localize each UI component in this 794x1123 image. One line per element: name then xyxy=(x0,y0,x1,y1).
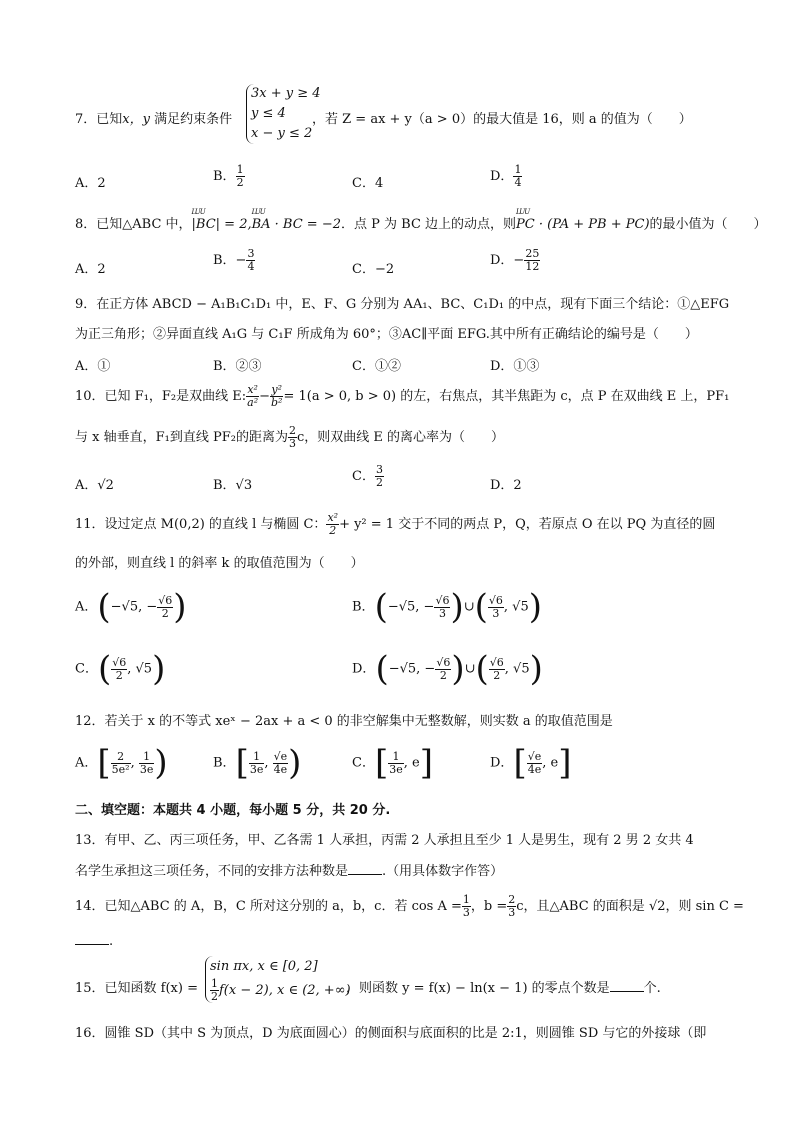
q9-line-2: 为正三角形；②异面直线 A₁G 与 C₁F 所成角为 60°；③AC∥平面 EFG.其中所有正确结论的编号是（ ） xyxy=(75,327,698,342)
q15-tail: ，则函数 y = f(x) − ln(x − 1) 的零点个数是 个. xyxy=(346,981,661,996)
q7-option-b: B． $\frac{1}{2}$ xyxy=(213,163,244,189)
q10-line-1: 10．已知 F₁，F₂是双曲线 E: $\frac{\text{x²}}{\text{a²}}$ − $\frac{\text{y²}}{\text{b²}}$ = 1(a > 0, b > 0) 的左，右焦点，其半焦距为 c，点 P 在双曲线 E 上，PF₁ xyxy=(75,383,730,409)
q14-line: 14．已知△ABC 的 A，B，C 所对这分别的 a，b，c．若 cos A = $\frac{1}{3}$ ，b = $\frac{2}{3}$ c，且△ABC 的面积是 √2，则 sin C = xyxy=(75,893,744,919)
q15-answer-blank[interactable] xyxy=(610,979,644,992)
q14-answer-line: . xyxy=(75,932,113,949)
q9-option-a: A．① xyxy=(75,359,111,374)
q16-line: 16．圆锥 SD（其中 S 为顶点，D 为底面圆心）的侧面积与底面积的比是 2:1，则圆锥 SD 与它的外接球（即 xyxy=(75,1026,707,1041)
q7-tail: ，若 Z = ax + y（a > 0）的最大值是 16，则 a 的值为（ ） xyxy=(312,112,692,127)
q10-option-a: A．√2 xyxy=(75,478,114,493)
q11-line-1: 11．设过定点 M(0,2) 的直线 l 与椭圆 C： $\frac{\text{x²}}{2}$ + y² = 1 交于不同的两点 P，Q，若原点 O 在以 PQ 为直径的圆 xyxy=(75,511,716,537)
q7-constraint-1: 3x + y ≥ 4 xyxy=(251,86,321,101)
q10-line-2: 与 x 轴垂直，F₁到直线 PF₂的距离为 $\frac{2}{3}$ c，则双曲线 E 的离心率为（ ） xyxy=(75,424,504,450)
q13-line-1: 13．有甲、乙、丙三项任务，甲、乙各需 1 人承担，丙需 2 人承担且至少 1 人是男生，现有 2 男 2 女共 4 xyxy=(75,833,694,848)
q11-option-b: B．(−√5, − $\frac{√6}{3}$ )∪( $\frac{√6}{3}$ , √5) xyxy=(352,587,542,627)
q10-option-b: B．√3 xyxy=(213,478,253,493)
q9-line-1: 9．在正方体 ABCD − A₁B₁C₁D₁ 中，E、F、G 分别为 AA₁、BC、C₁D₁ 的中点，现有下面三个结论：①△EFG xyxy=(75,297,730,312)
q12-option-d: D．[ $\frac{√e}{4e}$ , e] xyxy=(490,743,572,783)
q14-answer-blank[interactable] xyxy=(75,932,109,945)
q10-option-c: C． $\frac{3}{2}$ xyxy=(352,463,383,489)
q15-piecewise xyxy=(205,956,351,1003)
q7-option-c: C．4 xyxy=(352,176,384,191)
q10-option-d: D．2 xyxy=(490,478,522,493)
q9-option-c: C．①② xyxy=(352,359,401,374)
q15-lead: 15．已知函数 f(x) = xyxy=(75,981,198,996)
q13-line-2: 名学生承担这三项任务，不同的安排方法种数是 .（用具体数字作答） xyxy=(75,864,504,879)
q7-text: 7．已知x，y 满足约束条件 xyxy=(75,112,233,127)
q11-line-2: 的外部，则直线 l 的斜率 k 的取值范围为（ ） xyxy=(75,556,364,571)
q13-answer-blank[interactable] xyxy=(348,862,382,875)
q9-option-b: B．②③ xyxy=(213,359,262,374)
q8-option-c: C．−2 xyxy=(352,262,395,277)
q12-option-b: B．[ $\frac{1}{3e}$ , $\frac{√e}{4e}$ ) xyxy=(213,743,302,783)
q12-option-c: C．[ $\frac{1}{3e}$ , e] xyxy=(352,743,433,783)
q11-option-a: A．(−√5, − $\frac{√6}{2}$ ) xyxy=(75,587,187,627)
q7-option-a: A．2 xyxy=(75,176,106,191)
q12-option-a: A．[ $\frac{2}{\text{5e²}}$ , $\frac{1}{3e}$ ) xyxy=(75,743,168,783)
q8-option-a: A．2 xyxy=(75,262,106,277)
q8-text: 8．已知△ABC 中，LUU |BC| = 2,LUU BA · BC = −2．点 P 为 BC 边上的动点，则LUU PC · (PA + PB + PC)的最小值为（ ） xyxy=(75,213,767,232)
q15-piece-1: sin πx, x ∈ [0, 2] xyxy=(210,959,318,974)
q11-option-d: D．(−√5, − $\frac{√6}{2}$ )∪( $\frac{√6}{2}$ , √5) xyxy=(352,649,543,689)
q8-option-b: B．− $\frac{3}{4}$ xyxy=(213,247,255,273)
q15-piece-2: $\frac{1}{2}$ f(x − 2), x ∈ (2, +∞) xyxy=(211,977,351,1003)
q7-constraint-2: y ≤ 4 xyxy=(251,106,286,121)
q9-option-d: D．①③ xyxy=(490,359,540,374)
q12-line: 12．若关于 x 的不等式 xeˣ − 2ax + a < 0 的非空解集中无整数解，则实数 a 的取值范围是 xyxy=(75,714,613,729)
q11-option-c: C．( $\frac{√6}{2}$ , √5) xyxy=(75,649,166,689)
section-title-fill-in: 二、填空题：本题共 4 小题，每小题 5 分，共 20 分. xyxy=(75,803,391,818)
q7-constraint-system xyxy=(246,84,321,144)
q8-option-d: D．− $\frac{25}{12}$ xyxy=(490,247,540,273)
q7-constraint-3: x − y ≤ 2 xyxy=(251,126,313,141)
q7-option-d: D． $\frac{1}{4}$ xyxy=(490,163,522,189)
